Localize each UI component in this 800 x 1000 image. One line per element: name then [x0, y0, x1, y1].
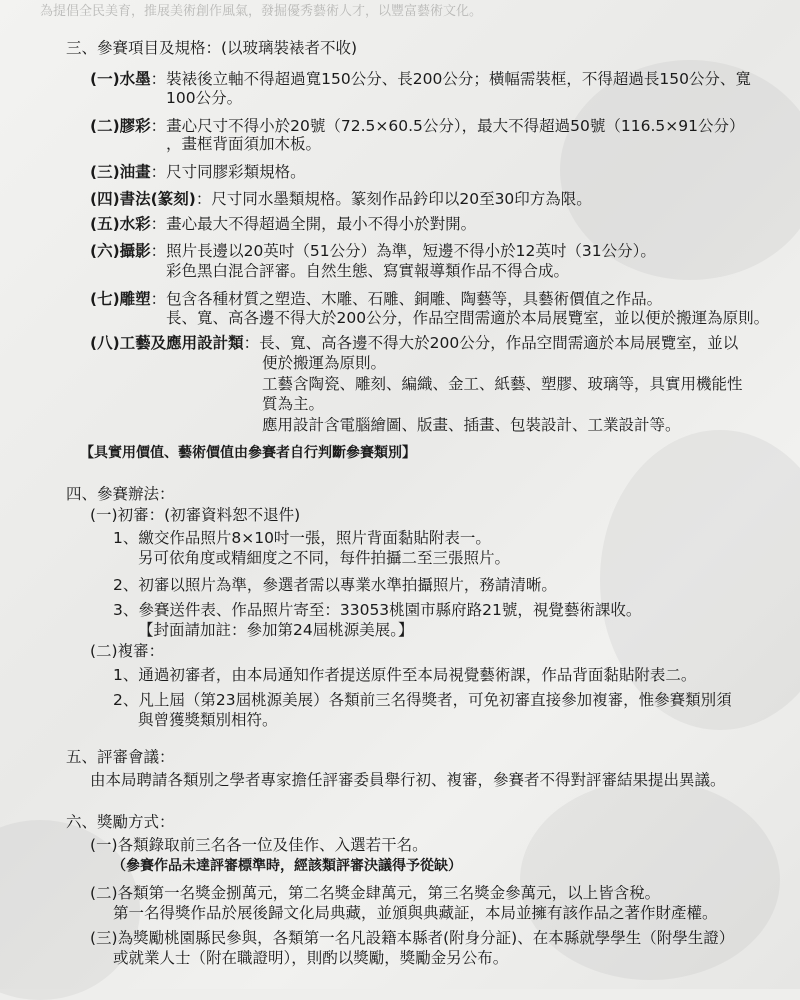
- item-label: (四)書法(篆刻): [90, 190, 196, 208]
- preliminary-step-1-cont: 另可依角度或精細度之不同，每件拍攝二至三張照片。: [138, 549, 511, 567]
- item-text: ：包含各種材質之塑造、木雕、石雕、銅雕、陶藝等，具藝術價值之作品。: [150, 290, 663, 308]
- item-label: (七)雕塑: [90, 290, 151, 308]
- section-5-heading: 五、評審會議：: [66, 748, 175, 766]
- item-photography: [90, 241, 656, 261]
- item-sculpture: [90, 289, 662, 309]
- item-text: ：畫心尺寸不得小於20號（72.5×60.5公分），最大不得超過50號（116.5×91公分）: [150, 117, 745, 135]
- category-note: 【具實用價值、藝術價值由參賽者自行判斷參賽類別】: [80, 445, 416, 461]
- final-step-1: 1、通過初審者，由本局通知作者提送原件至本局視覺藝術課，作品背面黏貼附表二。: [113, 666, 697, 684]
- item-gouache: [90, 116, 744, 136]
- item-label: (六)攝影: [90, 242, 151, 260]
- item-continuation: 彩色黑白混合評審。自然生態、寫實報導類作品不得合成。: [166, 262, 570, 280]
- preliminary-step-1: 1、繳交作品照片8×10吋一張，照片背面黏貼附表一。: [113, 529, 491, 547]
- item-continuation: 質為主。: [262, 395, 325, 413]
- item-continuation: ，畫框背面須加木板。: [166, 135, 322, 153]
- item-continuation: 工藝含陶瓷、雕刻、編織、金工、紙藝、塑膠、玻璃等，具實用機能性: [262, 375, 743, 393]
- background-leaf-shape: [520, 780, 780, 980]
- item-label: (二)膠彩: [90, 117, 151, 135]
- award-item-1: (一)各類錄取前三名各一位及佳作、入選若干名。: [90, 836, 428, 854]
- item-label: (五)水彩: [90, 215, 151, 233]
- item-ink-painting: [90, 69, 751, 89]
- award-item-2: (二)各類第一名獎金捌萬元，第二名獎金肆萬元，第三名獎金參萬元，以上皆含稅。: [90, 884, 661, 902]
- item-continuation: 長、寬、高各邊不得大於200公分，作品空間需適於本局展覽室，並以便於搬運為原則。: [166, 309, 770, 327]
- item-text: ：裝裱後立軸不得超過寬150公分、長200公分；橫幅需裝框，不得超過長150公分、寬: [150, 70, 751, 88]
- item-text: ：畫心最大不得超過全開，最小不得小於對開。: [150, 215, 477, 233]
- item-text: ：照片長邊以20英吋（51公分）為準，短邊不得小於12英吋（31公分）。: [150, 242, 656, 260]
- item-continuation: 便於搬運為原則。: [262, 354, 387, 372]
- section-4-heading: 四、參賽辦法：: [66, 485, 175, 503]
- item-continuation: 100公分。: [166, 89, 243, 107]
- award-item-2-cont: 第一名得獎作品於展後歸文化局典藏，並頒與典藏証，本局並擁有該作品之著作財產權。: [113, 904, 718, 922]
- envelope-note: 【封面請加註：參加第24屆桃源美展。】: [138, 621, 414, 639]
- item-craft-design: [90, 333, 738, 353]
- item-calligraphy: [90, 189, 592, 209]
- item-continuation: 應用設計含電腦繪圖、版畫、插畫、包裝設計、工業設計等。: [262, 416, 681, 434]
- jury-text: 由本局聘請各類別之學者專家擔任評審委員舉行初、複審，參賽者不得對評審結果提出異議。: [90, 771, 726, 789]
- item-text: ：尺寸同膠彩類規格。: [150, 163, 306, 181]
- award-item-3: (三)為獎勵桃園縣民參與，各類第一名凡設籍本縣者(附身分証)、在本縣就學學生（附學生證）: [90, 929, 735, 947]
- item-label: (三)油畫: [90, 163, 151, 181]
- final-step-2: 2、凡上屆（第23屆桃源美展）各類前三名得獎者，可免初審直接參加複審，惟參賽類別須: [113, 691, 732, 709]
- item-label: (八)工藝及應用設計類: [90, 334, 244, 352]
- preliminary-review: (一)初審：(初審資料恕不退件): [90, 506, 301, 524]
- section-6-heading: 六、獎勵方式：: [66, 813, 175, 831]
- background-leaf-shape: [600, 430, 800, 730]
- final-step-2-cont: 與曾獲獎類別相符。: [138, 711, 278, 729]
- item-oil-painting: [90, 162, 306, 182]
- award-item-3-cont: 或就業人士（附在職證明），則酌以獎勵，獎勵金另公布。: [113, 949, 509, 967]
- preliminary-step-3: 3、參賽送件表、作品照片寄至：33053桃園市縣府路21號，視覺藝術課收。: [113, 601, 642, 619]
- section-3-heading: 三、參賽項目及規格：(以玻璃裝裱者不收): [66, 39, 358, 57]
- item-label: (一)水墨: [90, 70, 151, 88]
- item-watercolor: [90, 214, 476, 234]
- award-item-1-note: （參賽作品未達評審標準時，經該類評審決議得予從缺）: [112, 858, 462, 874]
- preliminary-step-2: 2、初審以照片為準，參選者需以專業水準拍攝照片，務請清晰。: [113, 576, 557, 594]
- final-review: (二)複審：: [90, 642, 165, 660]
- item-text: ：長、寬、高各邊不得大於200公分，作品空間需適於本局展覽室，並以: [243, 334, 739, 352]
- item-text: ：尺寸同水墨類規格。篆刻作品鈐印以20至30印方為限。: [195, 190, 592, 208]
- bleed-through-text: 為提倡全民美育，推展美術創作風氣，發掘優秀藝術人才，以豐富藝術文化。: [40, 4, 483, 19]
